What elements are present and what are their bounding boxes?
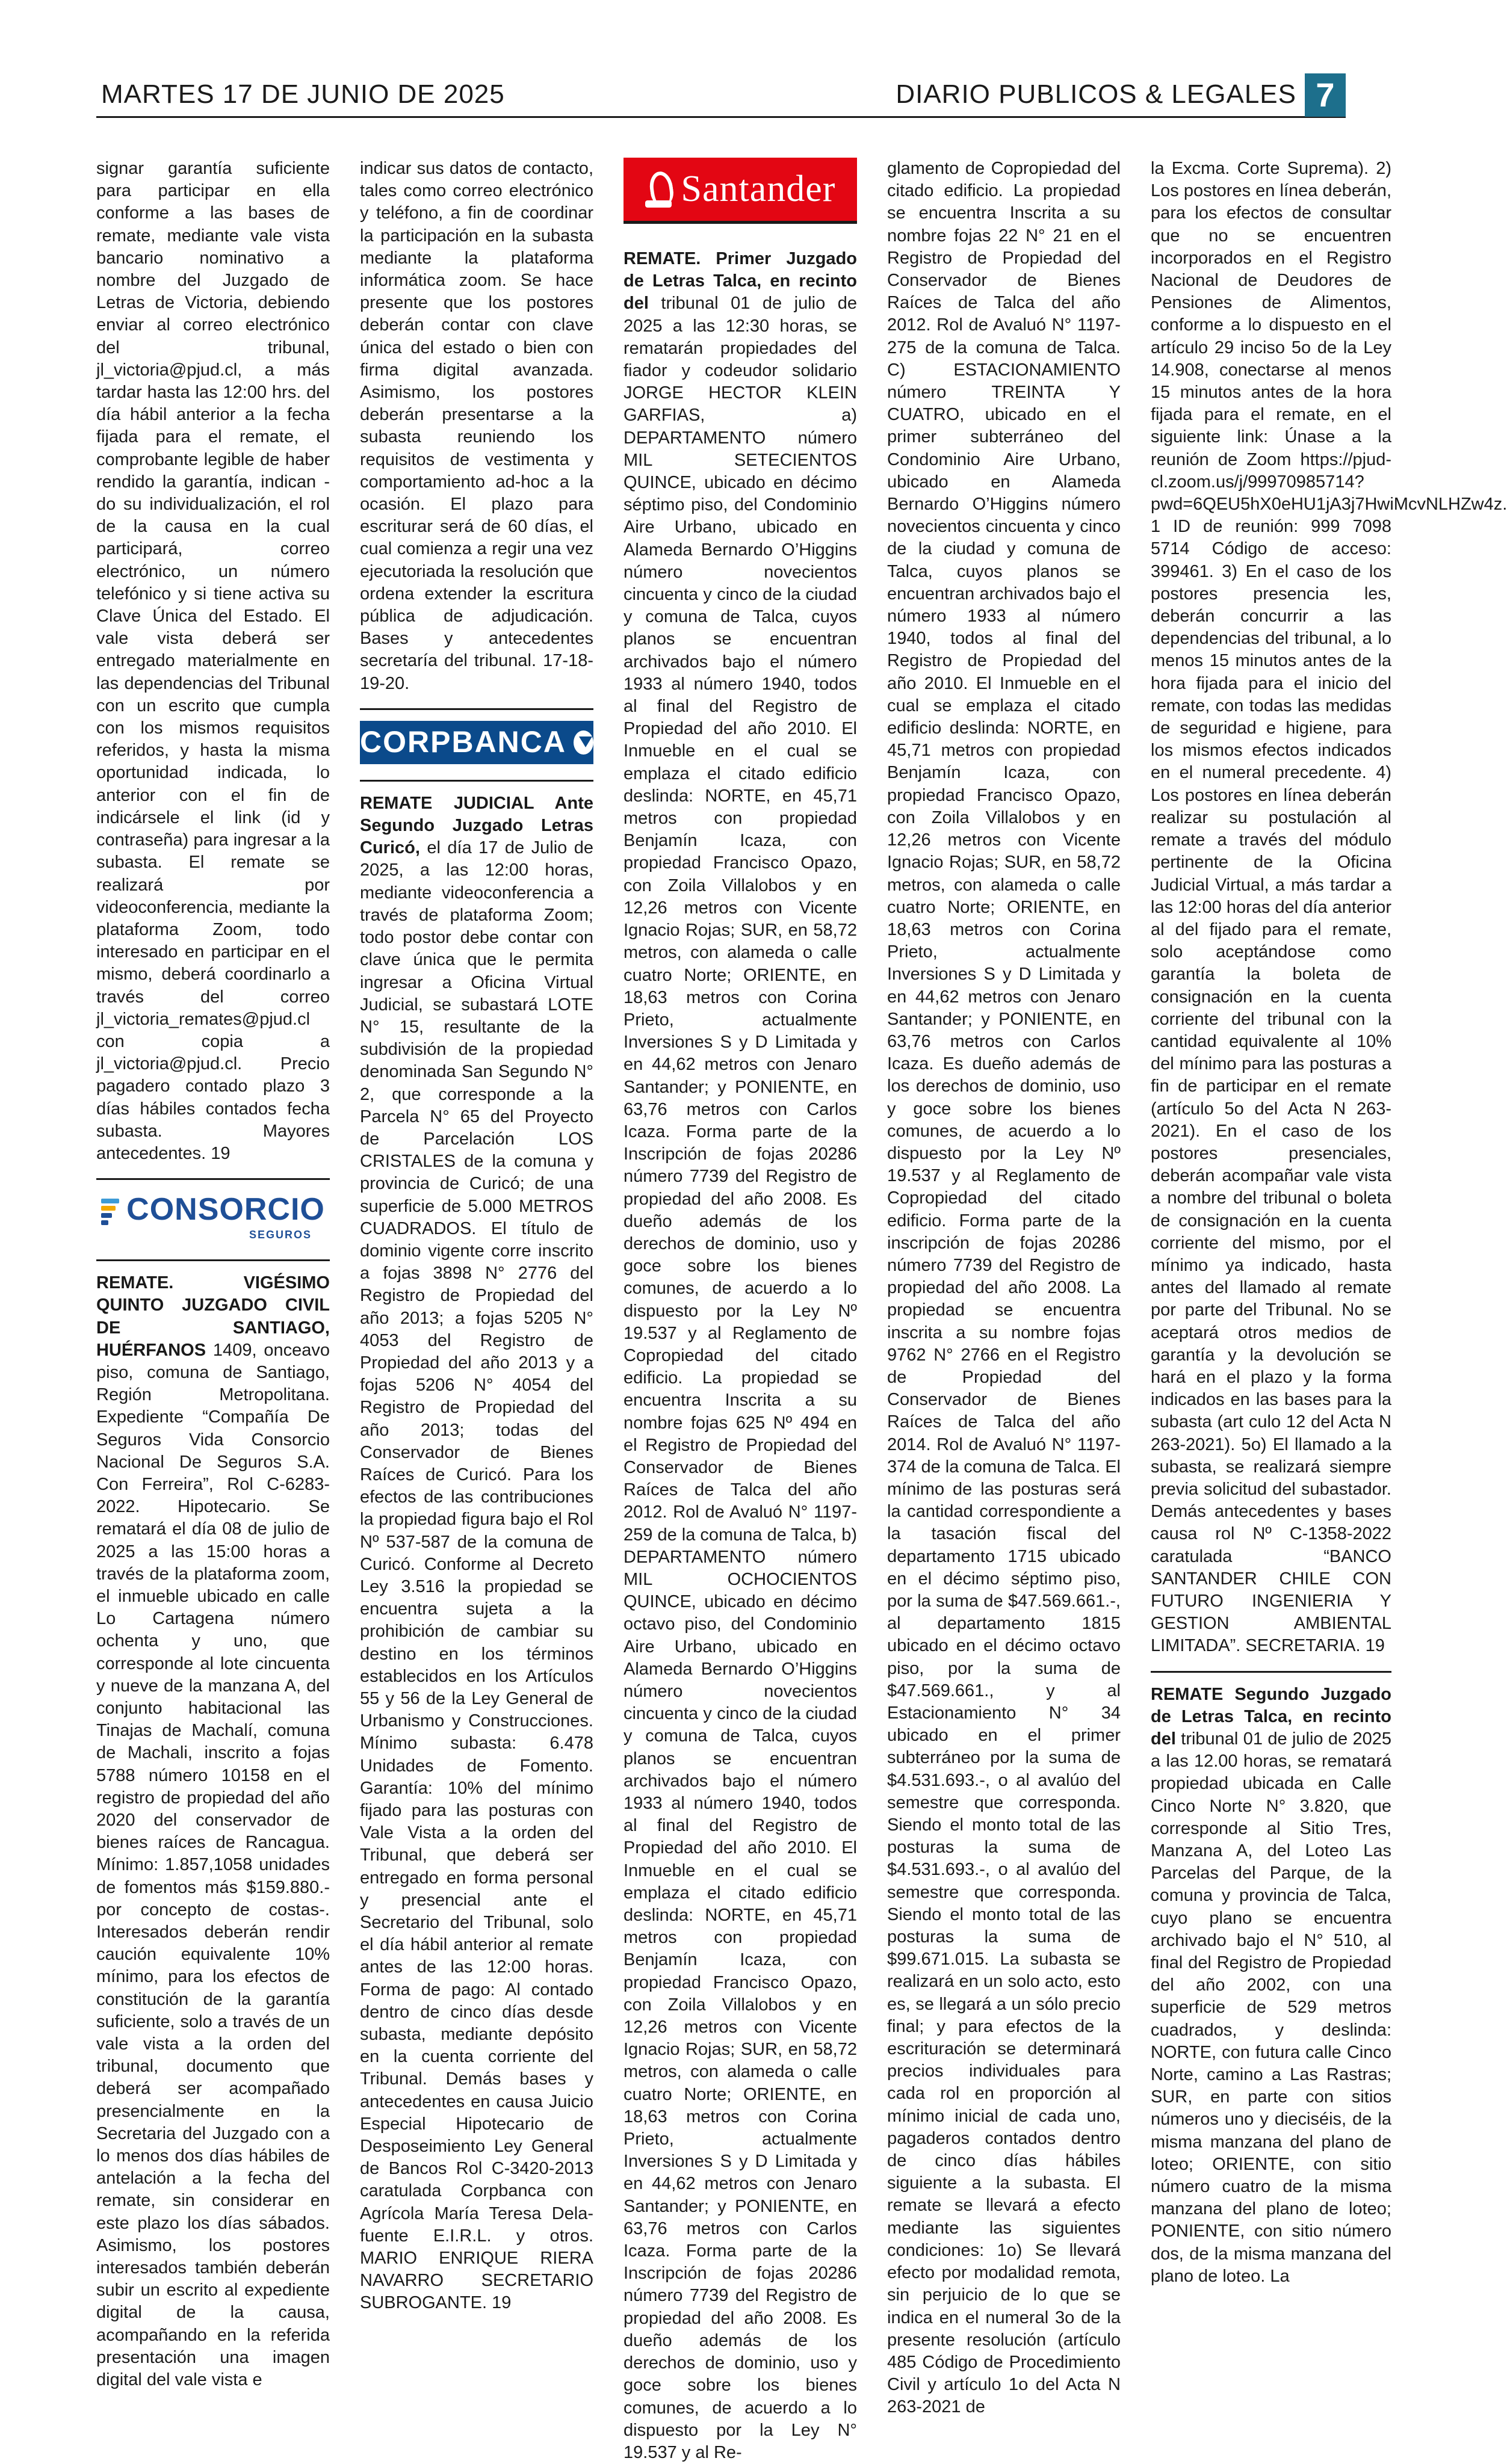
notice-body: tribunal 01 de julio de 2025 a las 12.00 horas, se rematará propiedad ubicada en Calle Cinco Norte N° 3.820, que corresponde al Sitio Tres, Manzana A, del Loteo Las Parcelas del Parque, de la comuna y provincia de Talca, cuyo plano se encuentra archivado bajo el N° 510, al final del Registro de Propiedad del año 2002, con una superficie de 529 metros cuadrados, y deslinda: NORTE, con futura calle Cinco Norte, camino a Las Rastras; SUR, en parte con sitios números uno y dieciséis, de la misma manzana del plano de loteo; ORIENTE, con sitio número cuatro de la misma manzana del plano de loteo; PONIENTE, con sitio número dos, de la misma manzana del plano de loteo. La [1151,1729,1391,2286]
corpbanca-logo [360,721,593,764]
divider [96,1259,330,1261]
notice-heading: REMATE Segundo Juzgado de Letras Talca, en recinto del [1151,1684,1391,1749]
column-4 [887,158,1121,2417]
divider [360,708,593,710]
notice-text: signar garantía suficiente para participar en ella conforme a las bases de remate, mediante vale vista bancario nominativo a nombre del Juzgado de Letras de Victoria, debiendo enviar al correo electrónico del tribunal, jl_victoria@pjud.cl, a más tardar hasta las 12:00 hrs. del día hábil anterior a la fecha fijada para el remate, el comprobante legible de haber rendido la garantía, indican - do su individualización, el rol de la causa en la cual participará, correo electrónico, un número telefónico y si tiene activa su Clave Única del Estado. El vale vista deberá ser entregado materialmente en las dependencias del Tribunal con un escrito que cumpla con los mismos requisitos referidos, y hasta la misma oportunidad indicada, lo anterior con el fin de indicársele el link (id y contraseña) para ingresar a la subasta. El remate se realizará por videoconferencia, mediante la plataforma Zoom, todo interesado en participar en el mismo, deberá coordinarlo a través del correo jl_victoria_remates@pjud.cl con copia a jl_victoria@pjud.cl. Precio pagadero contado plazo 3 días hábiles contados fecha subasta. Mayores antecedentes. 19 [96,159,330,1163]
notice-text: glamento de Copropiedad del citado edificio. La propiedad se encuentra Inscrita a su nombre fojas 22 N° 21 en el Registro de Propiedad del Conservador de Bienes Raíces de Talca del año 2012. Rol de Avaluó N° 1197-275 de la comuna de Talca. C) ESTACIONAMIENTO número TREINTA Y CUATRO, ubicado en el primer subterráneo del Condominio Aire Urbano, ubicado en Alameda Bernardo O’Higgins número novecientos cincuenta y cinco de la ciudad y comuna de Talca, cuyos planos se encuentran archivados bajo el número 1933 al número 1940, todos al final del Registro de Propiedad del año 2010. El Inmueble en el cual se emplaza el citado edificio deslinda: NORTE, en 45,71 metros con propiedad Benjamín Icaza, con propiedad Francisco Opazo, con Zoila Villalobos y en 12,26 metros con Vicente Ignacio Rojas; SUR, en 58,72 metros, con alameda o calle cuatro Norte; ORIENTE, en 18,63 metros con Corina Prieto, actualmente Inversiones S y D Limitada y en 44,62 metros con Jenaro Santander; y PONIENTE, en 63,76 metros con Carlos Icaza. Es dueño además de los derechos de dominio, uso y goce sobre los bienes comunes, de acuerdo a lo dispuesto por la Ley Nº 19.537 y al Reglamento de Copropiedad del citado edificio. Forma parte de la inscripción de fojas 20286 número 7739 del Registro de propiedad del año 2008. La propiedad se encuentra inscrita a su nombre fojas 9762 N° 2766 en el Registro de Propiedad del Conservador de Bienes Raíces de Talca del año 2014. Rol de Avaluó N° 1197-374 de la comuna de Talca. El mínimo de las posturas será la cantidad correspondiente a la tasación fiscal del departamento 1715 ubicado en el décimo séptimo piso, por la suma de $47.569.661.-, al departamento 1815 ubicado en el décimo octavo piso, por la suma de $47.569.661., y al Estacionamiento N° 34 ubicado en el primer subterráneo por la suma de $4.531.693.-, o al avalúo del semestre que corresponda. Siendo el monto total de las posturas la suma de $4.531.693.-, o al avalúo del semestre que corresponda. Siendo el monto total de las posturas la suma de $99.671.015. La subasta se realizará en un solo acto, esto es, se llegará a un sólo precio final; y para efectos de la escrituración se determinará precios individuales para cada rol en proporción al mínimo inicial de cada uno, pagaderos contados dentro de cinco días hábiles siguiente a la subasta. El remate se llevará a efecto mediante las siguientes condiciones: 1o) Se llevará efecto por modalidad remota, sin perjuicio de lo que se indica en el numeral 3o de la presente resolución (artículo 485 Código de Procedimiento Civil y artículo 1o del Acta N 263-2021 de [887,159,1121,2417]
notice-heading: REMATE. VIGÉSIMO QUINTO JUZGADO CIVIL DE SANTIAGO, HUÉRFANOS [96,1273,330,1360]
notice-body: el día 17 de Julio de 2025, a las 12:00 horas, mediante videoconferencia a través de plataforma Zoom; todo postor debe contar con clave única que le permita ingresar a Oficina Virtual Judicial, se subastará LOTE N° 15, resultante de la subdivisión de la propiedad denominada San Segundo N° 2, que corresponde a la Parcela N° 65 del Proyecto de Parcelación LOS CRISTALES de la comuna y provincia de Curicó; de una superficie de 5.000 METROS CUADRADOS. El título de dominio vigente corre inscrito a fojas 3898 N° 2776 del Registro de Propiedad del año 2013; a fojas 5205 N° 4053 del Registro de Propiedad del año 2013 y a fojas 5206 N° 4054 del Registro de Propiedad del año 2013; todas del Conservador de Bienes Raíces de Curicó. Para los efectos de las contribuciones la propiedad figura bajo el Rol Nº 537-587 de la comuna de Curicó. Conforme al Decreto Ley 3.516 la propiedad se encuentra sujeta a la prohibición de cambiar su destino en los términos establecidos en los Artículos 55 y 56 de la Ley General de Urbanismo y Construcciones. Mínimo subasta: 6.478 Unidades de Fomento. Garantía: 10% del mínimo fijado para las posturas con Vale Vista a la orden del Tribunal, que deberá ser entregado en forma personal y presencial ante el Secretario del Tribunal, solo el día hábil anterior al remate antes de las 12:00 horas. Forma de pago: Al contado dentro de cinco días desde subasta, mediante depósito en la cuenta corriente del Tribunal. Demás bases y antecedentes en causa Juicio Especial Hipotecario de Desposeimiento Ley General de Bancos Rol C-3420-2013 caratulada Corpbanca con Agrícola María Teresa Dela-fuente E.I.R.L. y otros. MARIO ENRIQUE RIERA NAVARRO SECRETARIO SUBROGANTE. 19 [360,838,593,2313]
column-2 [360,158,593,2313]
notice-heading: REMATE. Primer Juzgado de Letras Talca, en recinto del [624,249,857,313]
notice-text [1151,1684,1391,2288]
divider [96,1178,330,1180]
corpbanca-mark-icon [574,730,593,755]
publication-title: DIARIO PUBLICOS & LEGALES [896,79,1296,109]
divider [360,780,593,782]
page-number: 7 [1305,73,1346,117]
page-header [96,76,1346,118]
notice-body: 1409, onceavo piso, comuna de Santiago, Región Metropolitana. Expediente “Compañía De Seguros Vida Consorcio Nacional De Seguros S.A. Con Ferreira”, Rol C-6283-2022. Hipotecario. Se rematará el día 08 de julio de 2025 a las 15:00 horas a través de la plataforma zoom, el inmueble ubicado en calle Lo Cartagena número ochenta y uno, que corresponde al lote cincuenta y nueve de la manzana A, del conjunto habitacional las Tinajas de Machalí, comuna de Machali, inscrito a fojas 5788 número 10158 en el registro de propiedad del año 2020 del conservador de bienes raíces de Rancagua. Mínimo: 1.857,1058 unidades de fomentos más $159.880.- por concepto de costas-. Interesados deberán rendir caución equivalente 10% mínimo, para los efectos de constitución de la garantía suficiente, solo a través de un vale vista a la orden del tribunal, documento que deberá ser acompañado presencialmente en la Secretaria del Juzgado con a lo menos dos días hábiles de antelación a la fecha del remate, sin considerar en este plazo los días sábados. Asimismo, los postores interesados también deberán subir un escrito al expediente digital de la causa, acompañando en la referida presentación una imagen digital del vale vista e [96,1340,330,2390]
santander-logo [624,158,857,224]
corpbanca-logo-text: CORPBANCA [360,725,566,759]
notice-text: la Excma. Corte Suprema). 2) Los postores en línea deberán, para los efectos de consultar que no se encuentren incorporados en el Registro Nacional de Deudores de Pensiones de Alimentos, conforme a lo dispuesto en el artículo 29 inciso 5o de la Ley 14.908, conectarse al menos 15 minutos antes de la hora fijada para el remate, en el siguiente link: Únase a la reunión de Zoom https://pjud-cl.zoom.us/j/99970985714?pwd=6QEU5hX0eHU1jA3j7HwiMcvNLHZw4z. 1 ID de reunión: 999 7098 5714 Código de acceso: 399461. 3) En el caso de los postores presencia les, deberán concurrir a las dependencias del tribunal, a lo menos 15 minutos antes de la hora fijada para el inicio del remate, con todas las medidas de seguridad e higiene, para los mismos efectos indicados en el numeral precedente. 4) Los postores en línea deberán realizar su postulación al remate a través del módulo pertinente de la Oficina Judicial Virtual, a más tardar a las 12:00 horas del día anterior al del fijado para el remate, solo aceptándose como garantía la boleta de consignación en la cuenta corriente del tribunal con la cantidad equivalente al 10% del mínimo para las posturas a fin de participar en el remate (artículo 5o del Acta N 263-2021). En el caso de los postores presenciales, deberán acompañar vale vista a nombre del tribunal o boleta de consignación en la cuenta corriente del mismo, por el mínimo ya indicado, hasta antes del llamado al remate por parte del Tribunal. No se aceptará otros medios de garantía y la devolución se hará en el plazo y la forma indicados en las bases para la subasta (art culo 12 del Acta N 263-2021). 5o) El llamado a la subasta, se realizará siempre previa solicitud del subastador. Demás antecedentes y bases causa rol Nº C-1358-2022 caratulada “BANCO SANTANDER CHILE CON FUTURO INGENIERIA Y GESTION AMBIENTAL LIMITADA”. SECRETARIA. 19 [1151,159,1507,1656]
consorcio-logo-subtitle: SEGUROS [249,1228,312,1241]
notice-heading: REMATE JUDICIAL Ante Segundo Juzgado Letras Curicó, [360,793,593,858]
santander-logo-text: Santander [681,168,836,209]
notice-text [96,1272,330,2391]
consorcio-mark-icon [101,1196,122,1224]
consorcio-logo [96,1191,330,1251]
divider [1151,1671,1391,1673]
notice-text [360,792,593,2315]
issue-date: MARTES 17 DE JUNIO DE 2025 [101,79,505,109]
consorcio-logo-text: CONSORCIO [126,1191,325,1227]
notice-text: indicar sus datos de contacto, tales como correo electrónico y teléfono, a fin de coordinar la participación en la subasta mediante la plataforma informática zoom. Se hace presente que los postores deberán contar con clave única del estado o bien con firma digital avanzada. Asimismo, los postores deberán presentarse a la subasta reuniendo los requisitos de vestimenta y comportamiento ad-hoc a la ocasión. El plazo para escriturar será de 60 días, el cual comienza a regir una vez ejecutoriada la resolución que ordena extender la escritura pública de adjudicación. Bases y antecedentes secretaría del tribunal. 17-18-19-20. [360,159,593,693]
column-1 [96,158,330,2390]
column-3 [624,158,858,2462]
column-5 [1151,158,1507,2286]
santander-flame-icon [645,171,672,208]
notice-text [624,248,857,2464]
notice-body: tribunal 01 de julio de 2025 a las 12:30 horas, se rematarán propiedades del fiador y codeudor solidario JORGE HECTOR KLEIN GARFIAS, a) DEPARTAMENTO número MIL SETECIENTOS QUINCE, ubicado en décimo séptimo piso, del Condominio Aire Urbano, ubicado en Alameda Bernardo O’Higgins número novecientos cincuenta y cinco de la ciudad y comuna de Talca, cuyos planos se encuentran archivados bajo el número 1933 al número 1940, todos al final del Registro de Propiedad del año 2010. El Inmueble en el cual se emplaza el citado edificio deslinda: NORTE, en 45,71 metros con propiedad Benjamín Icaza, con propiedad Francisco Opazo, con Zoila Villalobos y en 12,26 metros con Vicente Ignacio Rojas; SUR, en 58,72 metros, con alameda o calle cuatro Norte; ORIENTE, en 18,63 metros con Corina Prieto, actualmente Inversiones S y D Limitada y en 44,62 metros con Jenaro Santander; y PONIENTE, en 63,76 metros con Carlos Icaza. Forma parte de la Inscripción de fojas 20286 número 7739 del Registro de propiedad del año 2008. Es dueño además de los derechos de dominio, uso y goce sobre los bienes comunes, de acuerdo a lo dispuesto por la Ley Nº 19.537 y al Reglamento de Copropiedad del citado edificio. La propiedad se encuentra Inscrita a su nombre fojas 625 Nº 494 en el Registro de Propiedad del Conservador de Bienes Raíces de Talca del año 2012. Rol de Avaluó N° 1197-259 de la comuna de Talca, b) DEPARTAMENTO número MIL OCHOCIENTOS QUINCE, ubicado en décimo octavo piso, del Condominio Aire Urbano, ubicado en Alameda Bernardo O’Higgins número novecientos cincuenta y cinco de la ciudad y comuna de Talca, cuyos planos se encuentran archivados bajo el número 1933 al número 1940, todos al final del Registro de Propiedad del año 2010. El Inmueble en el cual se emplaza el citado edificio deslinda: NORTE, en 45,71 metros con propiedad Benjamín Icaza, con propiedad Francisco Opazo, con Zoila Villalobos y en 12,26 metros con Vicente Ignacio Rojas; SUR, en 58,72 metros, con alameda o calle cuatro Norte; ORIENTE, en 18,63 metros con Corina Prieto, actualmente Inversiones S y D Limitada y en 44,62 metros con Jenaro Santander; y PONIENTE, en 63,76 metros con Carlos Icaza. Forma parte de la Inscripción de fojas 20286 número 7739 del Registro de propiedad del año 2008. Es dueño además de los derechos de dominio, uso y goce sobre los bienes comunes, de acuerdo a lo dispuesto por la Ley N° 19.537 y al Re- [624,294,858,2462]
